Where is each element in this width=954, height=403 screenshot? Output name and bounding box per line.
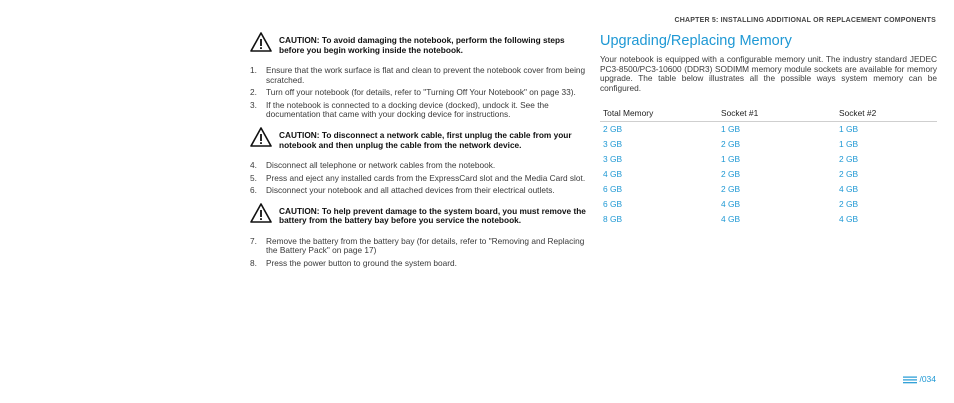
table-cell: 2 GB <box>721 139 741 150</box>
chapter-header: CHAPTER 5: INSTALLING ADDITIONAL OR REPLACEMENT COMPONENTS <box>674 17 936 24</box>
warning-icon <box>250 203 272 223</box>
list-item <box>250 186 590 196</box>
column-header: Total Memory <box>600 105 718 122</box>
step-number: 7. <box>250 235 257 246</box>
list-item <box>250 259 590 269</box>
list-item <box>250 88 590 98</box>
section-paragraph: Your notebook is equipped with a configurable memory unit. The industry standard JEDEC PC3-8500/PC3-10600 (DDR3) SODIMM memory module sockets are available for memory upgrade. The table below illustrates all the possible ways system memory can be configured. <box>600 54 937 93</box>
step-text: Turn off your notebook (for details, refer to "Turning Off Your Notebook" on page 33). <box>266 87 576 98</box>
step-text: Disconnect all telephone or network cables from the notebook. <box>266 159 496 170</box>
table-cell: 2 GB <box>839 154 859 165</box>
table-row <box>600 167 937 182</box>
table-cell: 2 GB <box>721 169 741 180</box>
alienware-logo-icon <box>903 376 917 384</box>
step-number: 2. <box>250 87 257 98</box>
table-header-row <box>600 105 937 122</box>
table-cell: 4 GB <box>721 214 741 225</box>
table-row <box>600 137 937 152</box>
step-text: If the notebook is connected to a docking device (docked), undock it. See the documentation that came with your docking device for instructions. <box>266 99 549 120</box>
memory-table <box>600 105 937 227</box>
table-cell: 1 GB <box>839 124 859 135</box>
step-number: 1. <box>250 65 257 75</box>
table-cell: 4 GB <box>839 214 859 225</box>
list-item <box>250 237 590 256</box>
step-number: 8. <box>250 257 257 268</box>
table-cell: 3 GB <box>603 154 623 165</box>
caution-3 <box>250 207 590 229</box>
table-row <box>600 152 937 167</box>
step-number: 5. <box>250 172 257 183</box>
table-cell: 4 GB <box>839 184 859 195</box>
caution-2-text: CAUTION: To disconnect a network cable, first unplug the cable from your notebook and then unplug the cable from the network device. <box>279 129 572 150</box>
table-row <box>600 182 937 197</box>
warning-icon <box>250 32 272 52</box>
table-cell: 4 GB <box>721 199 741 210</box>
caution-1 <box>250 36 590 58</box>
table-row <box>600 212 937 227</box>
table-cell: 1 GB <box>839 139 859 150</box>
steps-list-2 <box>250 161 590 196</box>
list-item <box>250 66 590 85</box>
table-cell: 2 GB <box>603 124 623 135</box>
page-number: /034 <box>919 374 936 384</box>
table-row <box>600 197 937 212</box>
step-text: Ensure that the work surface is flat and clean to prevent the notebook cover from being scratched. <box>266 65 586 85</box>
page-footer <box>903 374 936 384</box>
step-number: 3. <box>250 99 257 110</box>
step-text: Remove the battery from the battery bay (for details, refer to "Removing and Replacing the Battery Pack" on page 17) <box>266 235 585 256</box>
table-cell: 8 GB <box>603 214 623 225</box>
table-cell: 1 GB <box>721 154 741 165</box>
section-title: Upgrading/Replacing Memory <box>600 33 792 49</box>
list-item <box>250 174 590 184</box>
column-header: Socket #2 <box>836 105 937 122</box>
steps-list-1 <box>250 66 590 120</box>
table-cell: 6 GB <box>603 184 623 195</box>
table-cell: 2 GB <box>839 199 859 210</box>
table-cell: 6 GB <box>603 199 623 210</box>
step-text: Disconnect your notebook and all attached devices from their electrical outlets. <box>266 185 555 196</box>
steps-list-3 <box>250 237 590 269</box>
step-number: 6. <box>250 185 257 196</box>
caution-1-text: CAUTION: To avoid damaging the notebook, perform the following steps before you begin working inside the notebook. <box>279 35 565 55</box>
caution-2 <box>250 131 590 153</box>
step-number: 4. <box>250 159 257 170</box>
list-item <box>250 101 590 120</box>
procedure-column <box>250 36 590 272</box>
table-cell: 4 GB <box>603 169 623 180</box>
step-text: Press the power button to ground the system board. <box>266 257 457 268</box>
warning-icon <box>250 127 272 147</box>
table-cell: 3 GB <box>603 139 623 150</box>
list-item <box>250 161 590 171</box>
memory-section <box>600 33 937 227</box>
caution-3-text: CAUTION: To help prevent damage to the system board, you must remove the battery from the battery bay before you service the notebook. <box>279 205 586 226</box>
table-cell: 1 GB <box>721 124 741 135</box>
column-header: Socket #1 <box>718 105 836 122</box>
table-cell: 2 GB <box>721 184 741 195</box>
table-cell: 2 GB <box>839 169 859 180</box>
table-row <box>600 122 937 138</box>
step-text: Press and eject any installed cards from the ExpressCard slot and the Media Card slot. <box>266 172 586 183</box>
